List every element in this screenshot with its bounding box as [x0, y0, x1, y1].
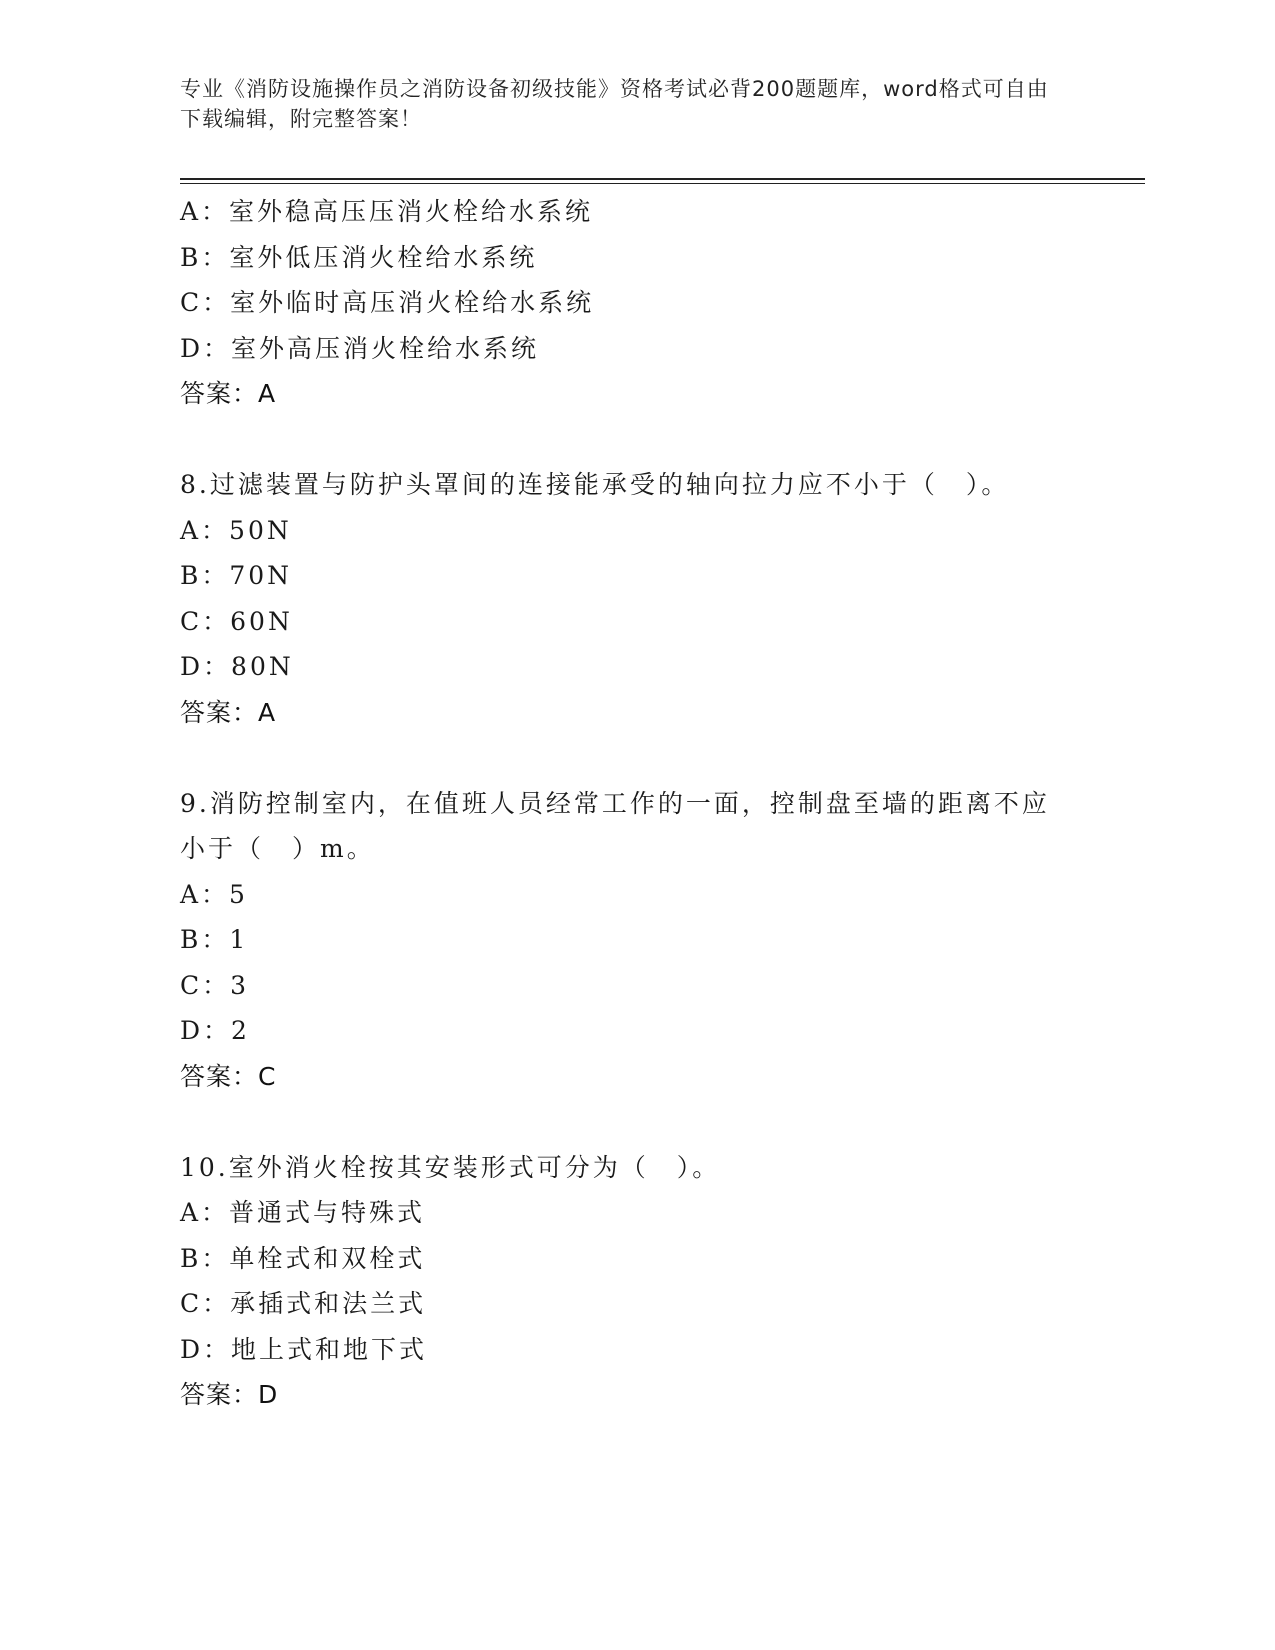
option-a: A：室外稳高压压消火栓给水系统 — [180, 197, 594, 226]
document-header: 专业《消防设施操作员之消防设备初级技能》资格考试必背200题题库，word格式可自由下载编辑，附完整答案！ — [180, 77, 1049, 131]
answer-line: 答案：C — [180, 1061, 277, 1091]
spacer — [180, 417, 1080, 463]
question-7 — [180, 189, 1080, 417]
option-c: C：3 — [180, 970, 250, 1000]
answer-line: 答案：D — [180, 1380, 279, 1409]
option-c: C：60N — [180, 606, 293, 636]
question-10 — [180, 1145, 1080, 1418]
option-c: C：室外临时高压消火栓给水系统 — [180, 288, 595, 317]
option-a: A：普通式与特殊式 — [180, 1198, 426, 1227]
question-9 — [180, 781, 1080, 1100]
option-d: D：室外高压消火栓给水系统 — [180, 333, 540, 363]
option-d: D：2 — [180, 1016, 250, 1045]
header-rule-thin — [180, 183, 1145, 184]
question-8 — [180, 462, 1080, 735]
option-b: B：单栓式和双栓式 — [180, 1243, 426, 1273]
answer-line: 答案：A — [180, 697, 277, 727]
option-d: D：地上式和地下式 — [180, 1334, 428, 1364]
option-b: B：70N — [180, 561, 293, 590]
option-b: B：室外低压消火栓给水系统 — [180, 242, 538, 272]
option-a: A：5 — [180, 879, 248, 909]
question-list — [180, 189, 1080, 1418]
spacer — [180, 1099, 1080, 1145]
question-stem: 9.消防控制室内，在值班人员经常工作的一面，控制盘至墙的距离不应小于（ ）m。 — [180, 788, 1050, 863]
option-b: B：1 — [180, 925, 249, 954]
header-rule-thick — [180, 178, 1145, 180]
option-a: A：50N — [180, 515, 292, 545]
spacer — [180, 735, 1080, 781]
question-stem: 10.室外消火栓按其安装形式可分为（ ）。 — [180, 1152, 721, 1182]
option-c: C：承插式和法兰式 — [180, 1289, 427, 1318]
question-stem: 8.过滤装置与防护头罩间的连接能承受的轴向拉力应不小于（ ）。 — [180, 470, 1010, 499]
option-d: D：80N — [180, 652, 294, 681]
answer-line: 答案：A — [180, 379, 277, 408]
